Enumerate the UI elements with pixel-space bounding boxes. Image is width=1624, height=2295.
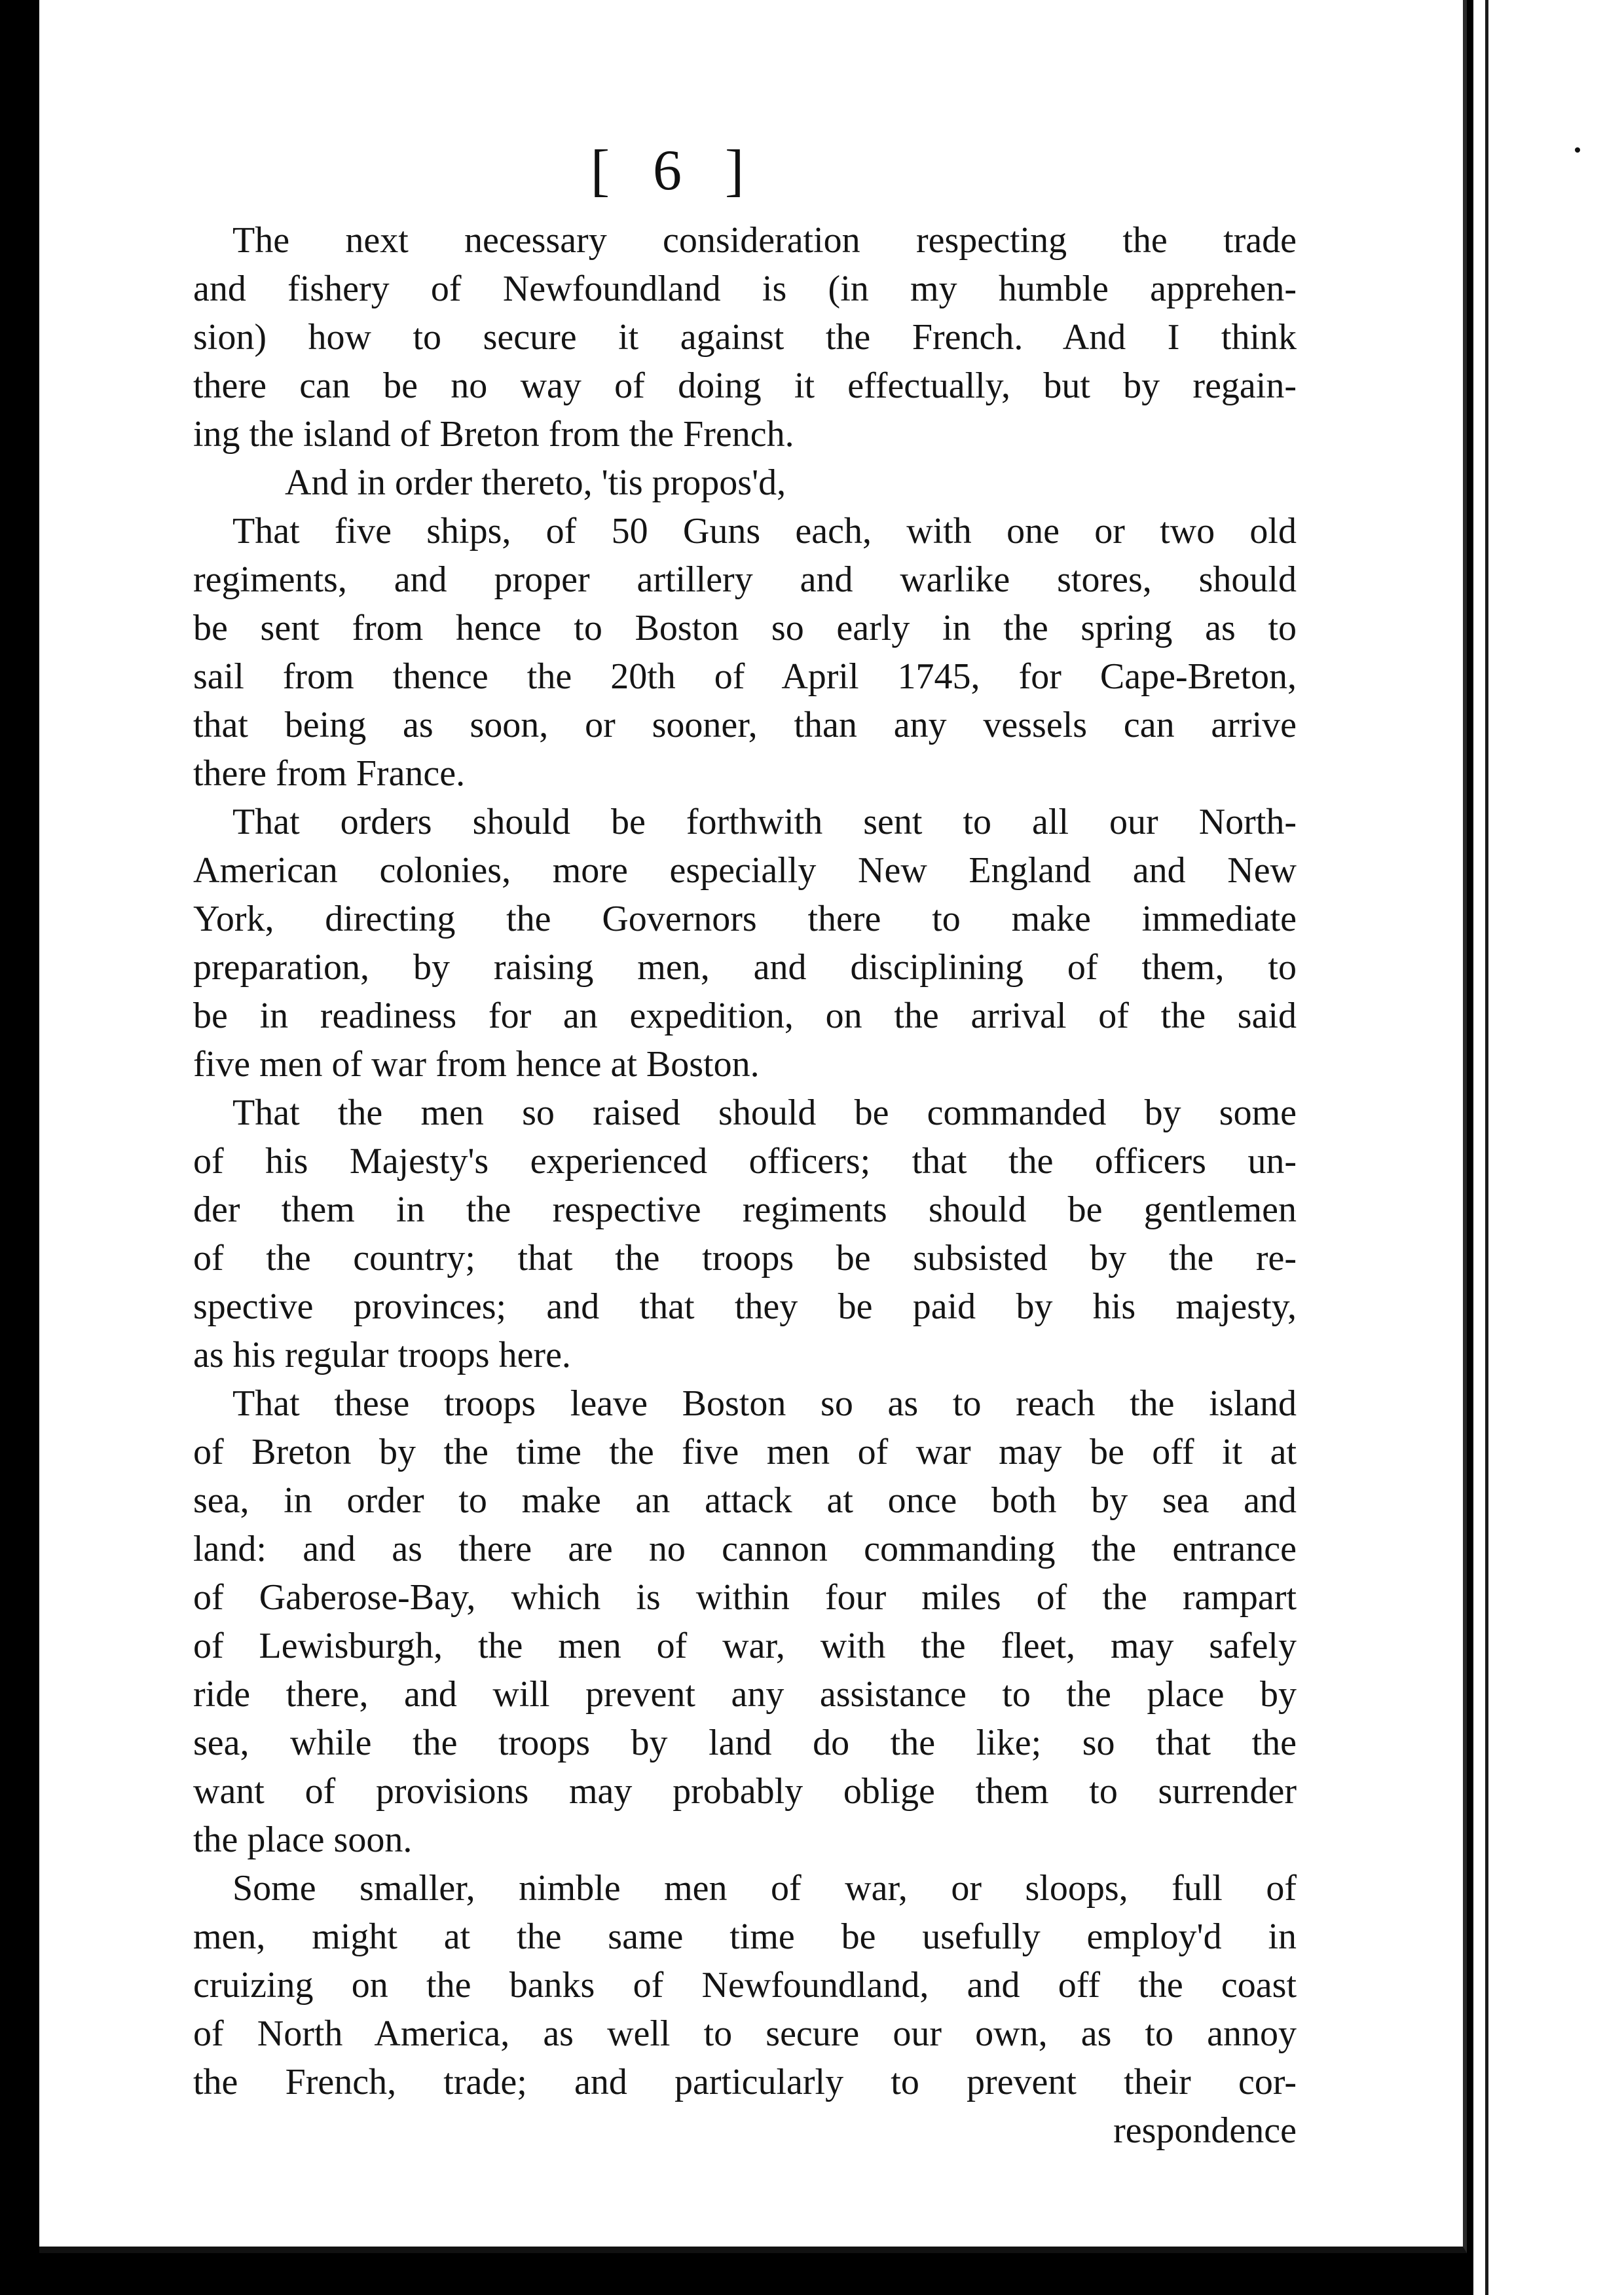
text-line: regiments, and proper artillery and warlike stores, should <box>193 559 1297 600</box>
text-line: be in readiness for an expedition, on the arrival of the said <box>193 996 1297 1036</box>
text-line: sea, in order to make an attack at once both by sea and <box>193 1480 1297 1521</box>
text-line: sail from thence the 20th of April 1745, for Cape-Breton, <box>193 656 1297 697</box>
text-line: there can be no way of doing it effectually, but by regain- <box>193 365 1297 406</box>
text-line: That these troops leave Boston so as to reach the island <box>232 1383 1297 1424</box>
text-line: preparation, by raising men, and disciplining of them, to <box>193 947 1297 988</box>
paragraph-5 <box>193 1089 1297 1379</box>
text-line: York, directing the Governors there to make immediate <box>193 899 1297 939</box>
text-line: sion) how to secure it against the French. And I think <box>193 317 1297 358</box>
text-line: the French, trade; and particularly to prevent their cor- <box>193 2062 1297 2102</box>
paragraph-1 <box>193 216 1297 458</box>
text-line: there from France. <box>193 753 466 794</box>
text-line: want of provisions may probably oblige them to surrender <box>193 1771 1297 1812</box>
text-line: that being as soon, or sooner, than any vessels can arrive <box>193 705 1297 745</box>
text-line: land: and as there are no cannon commanding the entrance <box>193 1529 1297 1569</box>
text-line: the place soon. <box>193 1819 413 1860</box>
text-line: and fishery of Newfoundland is (in my humble apprehen- <box>193 269 1297 309</box>
body-text <box>193 216 1297 2155</box>
text-line: five men of war from hence at Boston. <box>193 1044 760 1085</box>
text-line: The next necessary consideration respecting the trade <box>232 220 1297 261</box>
text-line: of Lewisburgh, the men of war, with the fleet, may safely <box>193 1626 1297 1666</box>
text-line: And in order thereto, 'tis propos'd, <box>285 462 786 503</box>
paragraph-3 <box>193 507 1297 798</box>
text-line: of North America, as well to secure our own, as to annoy <box>193 2013 1297 2054</box>
paragraph-2 <box>193 458 1297 507</box>
text-line: sea, while the troops by land do the like; so that the <box>193 1723 1297 1763</box>
text-line: of Breton by the time the five men of war may be off it at <box>193 1432 1297 1472</box>
text-line: der them in the respective regiments should be gentlemen <box>193 1189 1297 1230</box>
text-line: men, might at the same time be usefully employ'd in <box>193 1916 1297 1957</box>
ink-speck <box>1575 147 1580 153</box>
text-line: Some smaller, nimble men of war, or sloops, full of <box>232 1868 1297 1909</box>
text-line: That five ships, of 50 Guns each, with one or two old <box>232 511 1297 551</box>
text-line: cruizing on the banks of Newfoundland, and off the coast <box>193 1965 1297 2006</box>
document-page <box>39 0 1467 2253</box>
text-line: as his regular troops here. <box>193 1335 571 1375</box>
text-line: spective provinces; and that they be paid by his majesty, <box>193 1286 1297 1327</box>
text-line: of the country; that the troops be subsisted by the re- <box>193 1238 1297 1278</box>
page-edge-line <box>1485 0 1488 2295</box>
catchword: respondence <box>1113 2110 1297 2151</box>
paragraph-4 <box>193 798 1297 1089</box>
paragraph-6 <box>193 1379 1297 1864</box>
text-line: of Gaberose-Bay, which is within four miles of the rampart <box>193 1577 1297 1618</box>
text-line: That orders should be forthwith sent to all our North- <box>232 802 1297 842</box>
text-line: ride there, and will prevent any assistance to the place by <box>193 1674 1297 1715</box>
adjacent-page-edge <box>1473 0 1624 2295</box>
text-line: be sent from hence to Boston so early in the spring as to <box>193 608 1297 648</box>
text-line: American colonies, more especially New England and New <box>193 850 1297 891</box>
page-number: [ 6 ] <box>590 139 759 202</box>
paragraph-7 <box>193 1864 1297 2106</box>
text-line: That the men so raised should be commanded by some <box>232 1092 1297 1133</box>
text-line: ing the island of Breton from the French. <box>193 414 794 455</box>
text-line: of his Majesty's experienced officers; that the officers un- <box>193 1141 1297 1182</box>
